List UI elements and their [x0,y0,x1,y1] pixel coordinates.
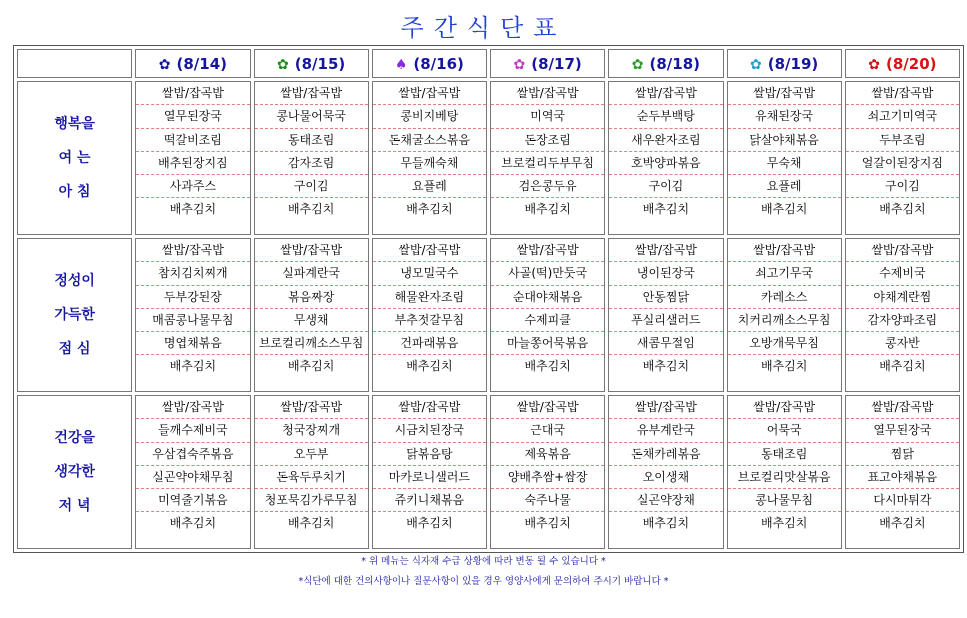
menu-cell [372,395,487,549]
menu-item: 부추젓갈무침 [373,309,486,332]
menu-item: 배추김치 [287,359,335,374]
flower-icon: ✿ [750,56,762,73]
menu-item: 냉이된장국 [609,262,722,285]
meal-label-line: 아 침 [58,184,91,200]
menu-item: 닭살야채볶음 [728,129,841,152]
menu-item: 쌀밥/잡곡밥 [255,239,368,262]
menu-item: 쌀밥/잡곡밥 [136,82,249,105]
meal-label [17,81,132,235]
day-date: (8/15) [294,54,346,73]
page-title: 주간식단표 [400,14,567,42]
menu-item: 쌀밥/잡곡밥 [728,396,841,419]
menu-item: 배추김치 [642,202,690,217]
menu-item: 우삼겹숙주볶음 [136,443,249,466]
menu-cell [135,238,250,392]
menu-item: 마카로니샐러드 [373,466,486,489]
menu-item: 시금치된장국 [373,419,486,442]
menu-item: 감자조림 [255,152,368,175]
menu-cell [490,81,605,235]
menu-cell [372,238,487,392]
menu-item: 쌀밥/잡곡밥 [846,396,959,419]
menu-item: 배추김치 [406,516,453,531]
menu-item: 새콤무절임 [609,332,722,355]
menu-item: 구이김 [255,175,368,198]
flower-icon: ✿ [158,56,171,73]
day-header [372,49,487,78]
day-header [608,49,723,78]
menu-item: 두부조림 [846,129,959,152]
menu-item: 순대야채볶음 [491,286,604,309]
menu-item: 제육볶음 [491,443,604,466]
menu-cell [254,395,369,549]
menu-item: 볶음짜장 [255,286,368,309]
menu-item: 쌀밥/잡곡밥 [136,239,249,262]
menu-item: 쌀밥/잡곡밥 [846,239,959,262]
menu-item: 검은콩두유 [491,175,604,198]
menu-item: 브로컬리깨소스무침 [255,332,368,355]
menu-item: 요플레 [373,175,486,198]
menu-item: 안동찜닭 [609,286,722,309]
menu-item: 배추김치 [524,516,571,531]
menu-item: 돈채굴소스볶음 [373,129,486,152]
menu-cell [727,238,842,392]
menu-cell [608,81,723,235]
weekly-menu-table [13,45,964,553]
menu-item: 쌀밥/잡곡밥 [491,396,604,419]
menu-item: 브로컬리맛살볶음 [728,466,841,489]
menu-item: 구이김 [609,175,722,198]
menu-item: 실파계란국 [255,262,368,285]
menu-item: 두부강된장 [136,286,249,309]
spade-icon: ♠ [394,56,408,73]
day-header [135,49,250,78]
date-header-row [17,49,960,78]
menu-item: 매콤콩나물무침 [136,309,249,332]
menu-item: 마늘쫑어묵볶음 [491,332,604,355]
menu-item: 감자양파조림 [846,309,959,332]
menu-item: 쇠고기무국 [728,262,841,285]
menu-item: 콩나물무침 [728,489,841,512]
menu-item: 호박양파볶음 [609,152,722,175]
menu-item: 배추김치 [760,202,808,217]
menu-item: 해물완자조림 [373,286,486,309]
menu-item: 돈채카레볶음 [609,443,722,466]
menu-cell [608,395,723,549]
menu-item: 청포묵김가루무침 [255,489,368,512]
menu-item: 수제피클 [491,309,604,332]
menu-item: 미역국 [491,105,604,128]
menu-item: 배추김치 [760,516,808,531]
menu-item: 근대국 [491,419,604,442]
menu-cell [727,81,842,235]
notice-contact: *식단에 대한 건의사항이나 질문사항이 있을 경우 영양사에게 문의하여 주시기 바랍니다 * [298,576,669,587]
header-corner [17,49,132,78]
menu-item: 콩비지베탕 [373,105,486,128]
menu-item: 열무된장국 [846,419,959,442]
menu-item: 쌀밥/잡곡밥 [373,239,486,262]
menu-item: 배추김치 [524,359,571,374]
menu-item: 쌀밥/잡곡밥 [846,82,959,105]
menu-item: 쌀밥/잡곡밥 [609,239,722,262]
menu-item: 실곤약장채 [609,489,722,512]
menu-item: 어묵국 [728,419,841,442]
menu-item: 쇠고기미역국 [846,105,959,128]
day-date: (8/20) [885,54,937,73]
menu-item: 배추김치 [879,202,926,217]
menu-item: 쌀밥/잡곡밥 [373,396,486,419]
menu-item: 배추김치 [406,359,453,374]
menu-item: 쌀밥/잡곡밥 [136,396,249,419]
menu-item: 들깨수제비국 [136,419,249,442]
meal-label [17,395,132,549]
flower-icon: ✿ [277,56,289,73]
meal-row-breakfast [17,81,960,235]
menu-item: 다시마튀각 [846,489,959,512]
menu-item: 돈장조림 [491,129,604,152]
menu-cell [490,238,605,392]
menu-item: 배추김치 [169,359,217,374]
menu-item: 유부계란국 [609,419,722,442]
menu-item: 배추김치 [760,359,808,374]
meal-label [17,238,132,392]
menu-cell [845,238,960,392]
menu-item: 배추김치 [406,202,453,217]
menu-item: 배추김치 [287,516,335,531]
menu-cell [845,81,960,235]
menu-item: 사골(떡)만둣국 [491,262,604,285]
day-header [254,49,369,78]
menu-item: 동태조림 [728,443,841,466]
menu-item: 푸실리샐러드 [609,309,722,332]
day-header [845,49,960,78]
menu-item: 떡갈비조림 [136,129,249,152]
menu-item: 쌀밥/잡곡밥 [609,396,722,419]
menu-item: 돈육두루치기 [255,466,368,489]
menu-cell [845,395,960,549]
menu-item: 쌀밥/잡곡밥 [255,82,368,105]
menu-item: 쌀밥/잡곡밥 [491,239,604,262]
menu-cell [135,395,250,549]
menu-cell [254,238,369,392]
menu-item: 쌀밥/잡곡밥 [728,82,841,105]
menu-item: 콩자반 [846,332,959,355]
menu-item: 배추김치 [879,516,926,531]
flower-icon: ✿ [868,56,880,73]
menu-item: 배추김치 [169,516,217,531]
menu-item: 배추김치 [524,202,571,217]
meal-label-line: 건강을 [54,430,95,446]
menu-item: 오방개묵무침 [728,332,841,355]
menu-item: 치커리깨소스무침 [728,309,841,332]
menu-item: 쌀밥/잡곡밥 [255,396,368,419]
menu-item: 닭볶음탕 [373,443,486,466]
day-date: (8/16) [413,54,464,73]
menu-item: 열무된장국 [136,105,249,128]
menu-item: 청국장찌개 [255,419,368,442]
menu-item: 야채계란찜 [846,286,959,309]
menu-item: 동태조림 [255,129,368,152]
day-date: (8/19) [767,54,819,73]
menu-item: 콩나물어묵국 [255,105,368,128]
day-date: (8/18) [649,54,700,73]
menu-item: 찜닭 [846,443,959,466]
menu-item: 오두부 [255,443,368,466]
menu-item: 쌀밥/잡곡밥 [728,239,841,262]
menu-item: 브로컬리두부무침 [491,152,604,175]
meal-label-line: 생각한 [54,464,95,480]
menu-item: 쌀밥/잡곡밥 [373,82,486,105]
meal-row-dinner [17,395,960,549]
menu-item: 수제비국 [846,262,959,285]
menu-item: 쌀밥/잡곡밥 [491,82,604,105]
flower-icon: ✿ [631,56,644,73]
menu-item: 냉모밀국수 [373,262,486,285]
menu-item: 표고야채볶음 [846,466,959,489]
menu-item: 쌀밥/잡곡밥 [609,82,722,105]
meal-label-line: 가득한 [54,307,95,323]
menu-cell [372,81,487,235]
menu-item: 배추김치 [169,202,217,217]
day-date: (8/14) [176,54,227,73]
menu-item: 카레소스 [728,286,841,309]
meal-label-line: 정성이 [54,273,95,289]
menu-cell [608,238,723,392]
menu-item: 배추김치 [642,359,690,374]
menu-item: 무생채 [255,309,368,332]
meal-label-line: 여 는 [58,150,91,166]
menu-cell [135,81,250,235]
menu-item: 배추된장지짐 [136,152,249,175]
menu-item: 유채된장국 [728,105,841,128]
menu-item: 배추김치 [879,359,926,374]
meal-row-lunch [17,238,960,392]
menu-cell [254,81,369,235]
meal-label-line: 행복을 [54,116,95,132]
menu-item: 명엽채볶음 [136,332,249,355]
menu-item: 배추김치 [642,516,690,531]
menu-item: 무들깨숙채 [373,152,486,175]
menu-item: 미역줄기볶음 [136,489,249,512]
menu-item: 배추김치 [287,202,335,217]
menu-item: 쥬키니채볶음 [373,489,486,512]
notice-change: * 위 메뉴는 식자재 수급 상황에 따라 변동 될 수 있습니다 * [361,556,606,567]
menu-item: 실곤약야채무침 [136,466,249,489]
menu-cell [727,395,842,549]
flower-icon: ✿ [513,56,526,73]
meal-label-line: 저 녁 [58,498,91,514]
menu-item: 사과주스 [136,175,249,198]
menu-item: 새우완자조림 [609,129,722,152]
menu-item: 무숙채 [728,152,841,175]
menu-item: 양배추쌈+쌈장 [491,466,604,489]
menu-item: 건파래볶음 [373,332,486,355]
menu-item: 오이생채 [609,466,722,489]
day-header [490,49,605,78]
menu-item: 얼갈이된장지짐 [846,152,959,175]
menu-item: 구이김 [846,175,959,198]
menu-item: 참치김치찌개 [136,262,249,285]
menu-item: 순두부백탕 [609,105,722,128]
meal-label-line: 점 심 [58,341,91,357]
menu-item: 요플레 [728,175,841,198]
day-header [727,49,842,78]
menu-item: 숙주나물 [491,489,604,512]
menu-cell [490,395,605,549]
day-date: (8/17) [531,54,582,73]
